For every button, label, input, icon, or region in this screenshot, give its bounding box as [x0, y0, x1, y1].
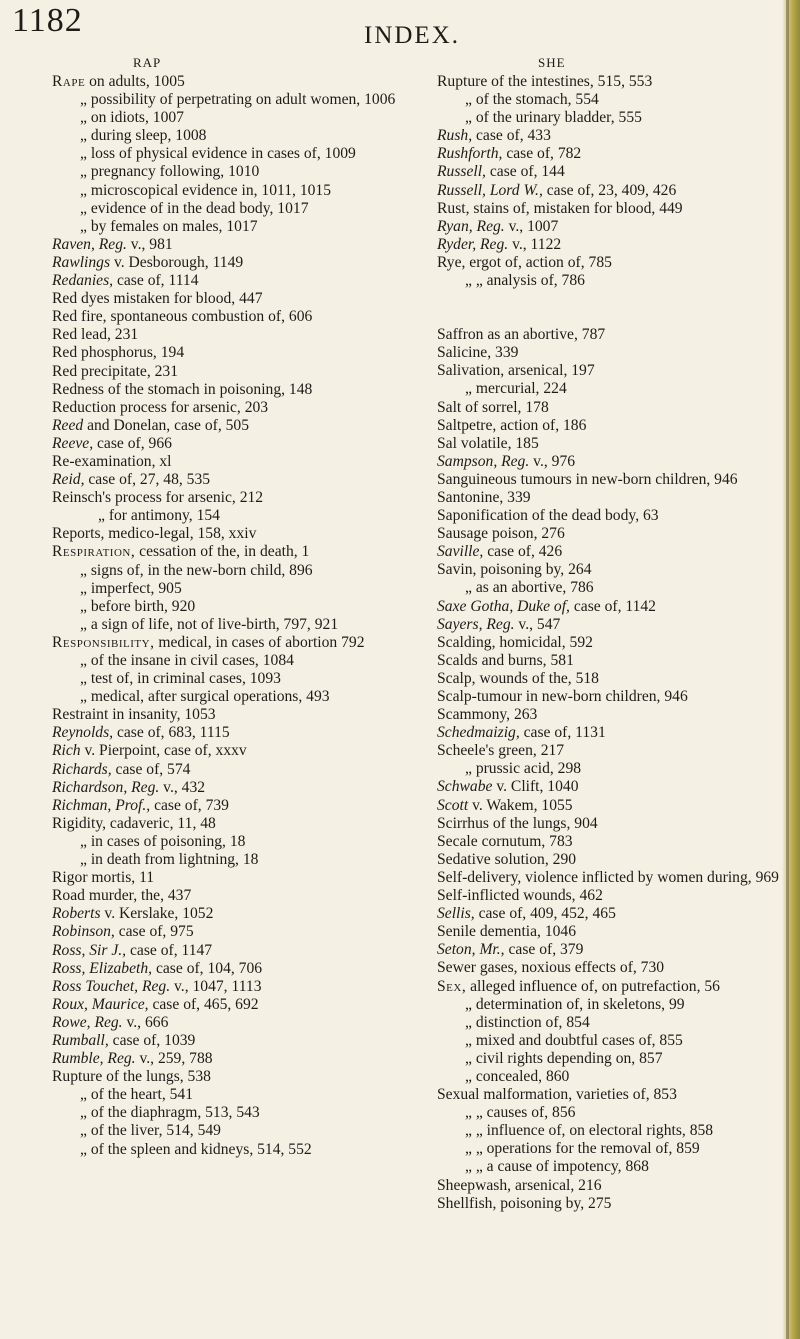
index-entry: Rich v. Pierpoint, case of, xxxv [52, 742, 247, 760]
index-column-right [437, 73, 782, 1213]
index-subentry: „ imperfect, 905 [80, 579, 182, 597]
index-entry: Sex, alleged influence of, on putrefaction, 56 [437, 977, 720, 995]
index-entry: Restraint in insanity, 1053 [52, 706, 216, 724]
index-subentry: „ loss of physical evidence in cases of, 1009 [80, 145, 356, 163]
index-entry: Saltpetre, action of, 186 [437, 416, 587, 434]
index-entry: Santonine, 339 [437, 488, 531, 506]
index-entry: Raven, Reg. v., 981 [52, 235, 173, 253]
index-entry: Richman, Prof., case of, 739 [52, 796, 229, 814]
index-subentry: „ of the insane in civil cases, 1084 [80, 652, 294, 669]
index-entry: Savin, poisoning by, 264 [437, 561, 592, 579]
page-number: 1182 [12, 2, 83, 39]
index-entry: Sewer gases, noxious effects of, 730 [437, 959, 665, 977]
index-entry: Respiration, cessation of the, in death, 1 [52, 543, 310, 561]
index-entry: Red precipitate, 231 [52, 362, 179, 380]
index-subentry: „ medical, after surgical operations, 493 [80, 688, 330, 706]
index-entry: Sexual malformation, varieties of, 853 [437, 1086, 677, 1104]
index-entry: Roberts v. Kerslake, 1052 [52, 905, 214, 923]
index-entry: Rumball, case of, 1039 [52, 1031, 196, 1049]
index-entry: Scammony, 263 [437, 706, 538, 724]
index-subentry: „ as an abortive, 786 [465, 579, 594, 597]
index-entry: Ross, Elizabeth, case of, 104, 706 [52, 959, 263, 977]
index-entry: Russell, Lord W., case of, 23, 409, 426 [437, 181, 677, 199]
index-entry: Red phosphorus, 194 [52, 344, 185, 362]
index-entry: Ross Touchet, Reg. v., 1047, 1113 [52, 977, 262, 995]
index-entry: Richards, case of, 574 [52, 760, 191, 778]
index-entry: Rumble, Reg. v., 259, 788 [52, 1050, 213, 1068]
index-subentry: „ test of, in criminal cases, 1093 [80, 670, 281, 688]
index-subentry: „ determination of, in skeletons, 99 [465, 995, 685, 1013]
index-subentry: „ „ causes of, 856 [465, 1104, 576, 1122]
index-subentry: „ of the liver, 514, 549 [80, 1122, 221, 1140]
index-subentry: „ possibility of perpetrating on adult women, 1006 [80, 91, 396, 109]
index-entry: Reeve, case of, 966 [52, 434, 172, 452]
page-title: INDEX. [364, 22, 461, 49]
index-entry: Sanguineous tumours in new-born children, 946 [437, 470, 738, 488]
index-subentry: „ on idiots, 1007 [80, 109, 184, 127]
index-entry: Rushforth, case of, 782 [437, 145, 582, 163]
index-entry: Rust, stains of, mistaken for blood, 449 [437, 199, 683, 217]
left-running-head: RAP [133, 55, 162, 70]
index-subentry: „ mercurial, 224 [465, 380, 567, 398]
index-subentry: „ signs of, in the new-born child, 896 [80, 561, 313, 579]
index-entry: Scheele's green, 217 [437, 742, 565, 760]
index-column-left [52, 73, 408, 1159]
index-entry: Robinson, case of, 975 [52, 923, 194, 941]
index-entry: Senile dementia, 1046 [437, 923, 577, 941]
index-entry: Scalp-tumour in new-born children, 946 [437, 688, 688, 705]
index-entry: Scalp, wounds of the, 518 [437, 669, 599, 687]
index-entry: Responsibility, medical, in cases of abortion 792 [52, 633, 365, 651]
index-subentry: „ civil rights depending on, 857 [465, 1049, 663, 1067]
index-entry: Roux, Maurice, case of, 465, 692 [52, 995, 259, 1013]
index-entry: Rush, case of, 433 [437, 127, 551, 145]
index-entry: Reid, case of, 27, 48, 535 [52, 471, 211, 489]
index-entry: Saxe Gotha, Duke of, case of, 1142 [437, 597, 656, 615]
index-entry: Self-delivery, violence inflicted by women during, 969 [437, 868, 779, 886]
index-subentry: „ of the stomach, 554 [465, 91, 599, 109]
index-entry: Ryder, Reg. v., 1122 [437, 235, 562, 253]
index-entry: Sedative solution, 290 [437, 850, 577, 868]
index-entry: Rigidity, cadaveric, 11, 48 [52, 814, 216, 832]
index-entry: Saponification of the dead body, 63 [437, 507, 659, 525]
index-entry: Schwabe v. Clift, 1040 [437, 778, 579, 796]
index-entry: Reinsch's process for arsenic, 212 [52, 489, 264, 507]
index-entry: Rupture of the intestines, 515, 553 [437, 73, 653, 90]
index-subentry: „ of the diaphragm, 513, 543 [80, 1104, 260, 1122]
right-running-head: SHE [538, 55, 566, 70]
index-entry: Saville, case of, 426 [437, 543, 563, 561]
index-entry: Sampson, Reg. v., 976 [437, 452, 576, 470]
index-subentry: „ „ a cause of impotency, 868 [465, 1158, 649, 1176]
index-subentry: „ a sign of life, not of live-birth, 797, 921 [80, 615, 339, 633]
index-entry: Reynolds, case of, 683, 1115 [52, 724, 230, 742]
page-edge [782, 0, 800, 1339]
index-entry: Reduction process for arsenic, 203 [52, 398, 269, 416]
index-subentry: „ during sleep, 1008 [80, 127, 207, 145]
index-entry: Sayers, Reg. v., 547 [437, 615, 561, 633]
index-entry: Salivation, arsenical, 197 [437, 362, 595, 380]
index-subentry: „ prussic acid, 298 [465, 760, 582, 778]
index-subentry: „ in death from lightning, 18 [80, 851, 259, 869]
index-entry: Russell, case of, 144 [437, 163, 565, 181]
index-entry: Road murder, the, 437 [52, 887, 192, 905]
index-subentry: „ „ operations for the removal of, 859 [465, 1140, 700, 1158]
index-entry: Sellis, case of, 409, 452, 465 [437, 905, 616, 923]
index-entry: Saffron as an abortive, 787 [437, 326, 606, 344]
index-entry: Red lead, 231 [52, 326, 139, 344]
index-entry: Re-examination, xl [52, 452, 172, 470]
index-entry: Red fire, spontaneous combustion of, 606 [52, 308, 313, 326]
index-subentry: „ evidence of in the dead body, 1017 [80, 199, 309, 217]
index-subentry: „ before birth, 920 [80, 597, 196, 615]
index-entry: Self-inflicted wounds, 462 [437, 887, 603, 905]
index-entry: Sheepwash, arsenical, 216 [437, 1176, 602, 1194]
index-entry: Scirrhus of the lungs, 904 [437, 814, 598, 832]
index-entry: Reports, medico-legal, 158, xxiv [52, 525, 257, 543]
index-subentry: „ of the heart, 541 [80, 1086, 194, 1104]
index-entry: Rawlings v. Desborough, 1149 [52, 253, 244, 271]
index-subentry: „ microscopical evidence in, 1011, 1015 [80, 181, 332, 199]
index-entry: Red dyes mistaken for blood, 447 [52, 290, 263, 308]
index-entry: Richardson, Reg. v., 432 [52, 778, 206, 796]
index-entry: Rye, ergot of, action of, 785 [437, 253, 612, 271]
index-subentry: „ of the spleen and kidneys, 514, 552 [80, 1140, 312, 1158]
index-entry: Rowe, Reg. v., 666 [52, 1013, 169, 1031]
index-entry: Salt of sorrel, 178 [437, 398, 549, 416]
index-entry: Scalds and burns, 581 [437, 651, 574, 669]
index-subentry: „ for antimony, 154 [98, 507, 220, 525]
index-subentry: „ distinction of, 854 [465, 1013, 590, 1031]
index-entry: Rigor mortis, 11 [52, 869, 155, 887]
index-entry: Rape on adults, 1005 [52, 73, 185, 90]
index-entry: Sal volatile, 185 [437, 434, 539, 452]
index-entry: Rupture of the lungs, 538 [52, 1068, 211, 1086]
index-entry: Ryan, Reg. v., 1007 [437, 217, 559, 235]
index-subentry: „ of the urinary bladder, 555 [465, 109, 642, 127]
index-entry: Seton, Mr., case of, 379 [437, 941, 584, 959]
index-entry: Secale cornutum, 783 [437, 832, 573, 850]
index-entry: Redness of the stomach in poisoning, 148 [52, 380, 313, 398]
index-subentry: „ in cases of poisoning, 18 [80, 832, 246, 850]
index-entry: Ross, Sir J., case of, 1147 [52, 941, 213, 959]
index-subentry: „ concealed, 860 [465, 1067, 570, 1085]
index-entry: Redanies, case of, 1114 [52, 272, 199, 290]
index-subentry: „ „ analysis of, 786 [465, 272, 585, 290]
index-entry: Sausage poison, 276 [437, 525, 565, 543]
index-subentry: „ by females on males, 1017 [80, 217, 258, 235]
index-subentry: „ „ influence of, on electoral rights, 858 [465, 1122, 714, 1140]
index-entry: Scott v. Wakem, 1055 [437, 796, 573, 814]
index-entry: Scalding, homicidal, 592 [437, 633, 593, 651]
index-entry: Salicine, 339 [437, 344, 519, 362]
index-entry: Shellfish, poisoning by, 275 [437, 1194, 612, 1212]
index-subentry: „ pregnancy following, 1010 [80, 163, 260, 181]
index-entry: Schedmaizig, case of, 1131 [437, 724, 606, 742]
index-entry: Reed and Donelan, case of, 505 [52, 416, 250, 434]
index-subentry: „ mixed and doubtful cases of, 855 [465, 1031, 683, 1049]
